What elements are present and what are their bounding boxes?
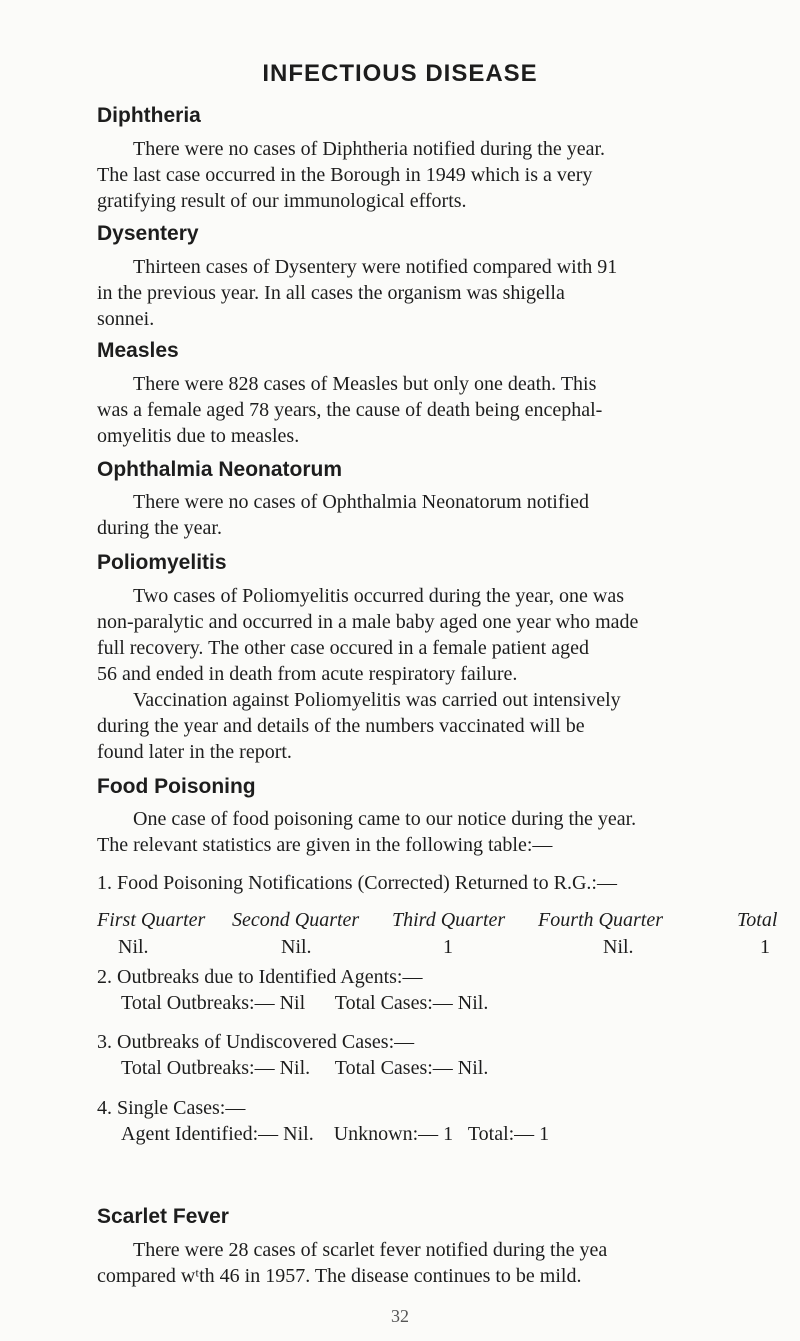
heading-diphtheria: Diphtheria — [97, 104, 201, 127]
paragraph-dysentery — [97, 254, 792, 332]
text-line: There were no cases of Ophthalmia Neonatorum notified — [133, 491, 589, 513]
text-line: There were no cases of Diphtheria notified during the year. — [133, 138, 606, 160]
food-item-3 — [97, 1029, 792, 1081]
quarter-value-third: 1 — [443, 936, 453, 958]
text-line: during the year and details of the numbers vaccinated will be — [97, 715, 585, 737]
text-line: Vaccination against Poliomyelitis was carried out intensively — [133, 689, 621, 711]
food-item-2 — [97, 964, 792, 1016]
text-line: in the previous year. In all cases the organism was shigella — [97, 282, 565, 304]
text-line: The last case occurred in the Borough in 1949 which is a very — [97, 164, 593, 186]
item-detail: Agent Identified:— Nil. Unknown:— 1 Total:— 1 — [121, 1123, 550, 1145]
food-item-1: 1. Food Poisoning Notifications (Corrected) Returned to R.G.:— — [97, 872, 617, 894]
text-line: There were 28 cases of scarlet fever notified during the yea — [133, 1239, 608, 1261]
text-line: omyelitis due to measles. — [97, 425, 300, 447]
paragraph-poliomyelitis — [97, 583, 792, 765]
text-line: during the year. — [97, 517, 222, 539]
quarter-header-first: First Quarter — [97, 909, 206, 931]
item-title: 2. Outbreaks due to Identified Agents:— — [97, 966, 423, 988]
heading-ophthalmia: Ophthalmia Neonatorum — [97, 458, 343, 481]
heading-measles: Measles — [97, 339, 179, 362]
paragraph-measles — [97, 371, 792, 449]
text-line: sonnei. — [97, 308, 155, 330]
text-line: 56 and ended in death from acute respiratory failure. — [97, 663, 518, 685]
text-line: One case of food poisoning came to our notice during the year. — [133, 808, 637, 830]
page-title: INFECTIOUS DISEASE — [262, 60, 538, 87]
item-title: 3. Outbreaks of Undiscovered Cases:— — [97, 1031, 415, 1053]
text-line: non-paralytic and occurred in a male baby aged one year who made — [97, 611, 639, 633]
item-title: 4. Single Cases:— — [97, 1097, 246, 1119]
quarter-header-fourth: Fourth Quarter — [538, 909, 663, 931]
text-line: compared wᵗth 46 in 1957. The disease continues to be mild. — [97, 1265, 582, 1287]
text-line: gratifying result of our immunological efforts. — [97, 190, 467, 212]
quarter-value-second: Nil. — [281, 936, 312, 958]
heading-food-poisoning: Food Poisoning — [97, 775, 256, 798]
heading-scarlet-fever: Scarlet Fever — [97, 1205, 229, 1228]
heading-dysentery: Dysentery — [97, 222, 199, 245]
page-number: 32 — [391, 1306, 409, 1326]
quarter-header-second: Second Quarter — [232, 909, 360, 931]
quarter-header-third: Third Quarter — [392, 909, 506, 931]
text-line: Thirteen cases of Dysentery were notified compared with 91 — [133, 256, 618, 278]
text-line: The relevant statistics are given in the following table:— — [97, 834, 553, 856]
text-line: was a female aged 78 years, the cause of death being encephal- — [97, 399, 603, 421]
heading-poliomyelitis: Poliomyelitis — [97, 551, 227, 574]
quarter-header-total: Total — [737, 909, 778, 931]
item-detail: Total Outbreaks:— Nil Total Cases:— Nil. — [121, 992, 489, 1014]
paragraph-ophthalmia — [97, 489, 792, 541]
quarter-value-first: Nil. — [118, 936, 149, 958]
text-line: Two cases of Poliomyelitis occurred during the year, one was — [133, 585, 624, 607]
item-detail: Total Outbreaks:— Nil. Total Cases:— Nil. — [121, 1057, 489, 1079]
food-item-4 — [97, 1095, 792, 1147]
paragraph-scarlet-fever — [97, 1237, 792, 1289]
paragraph-food-poisoning — [97, 806, 792, 858]
paragraph-diphtheria — [97, 136, 792, 214]
text-line: found later in the report. — [97, 741, 292, 763]
quarter-value-fourth: Nil. — [603, 936, 634, 958]
text-line: full recovery. The other case occured in a female patient aged — [97, 637, 589, 659]
quarter-value-total: 1 — [760, 936, 770, 958]
text-line: There were 828 cases of Measles but only one death. This — [133, 373, 597, 395]
